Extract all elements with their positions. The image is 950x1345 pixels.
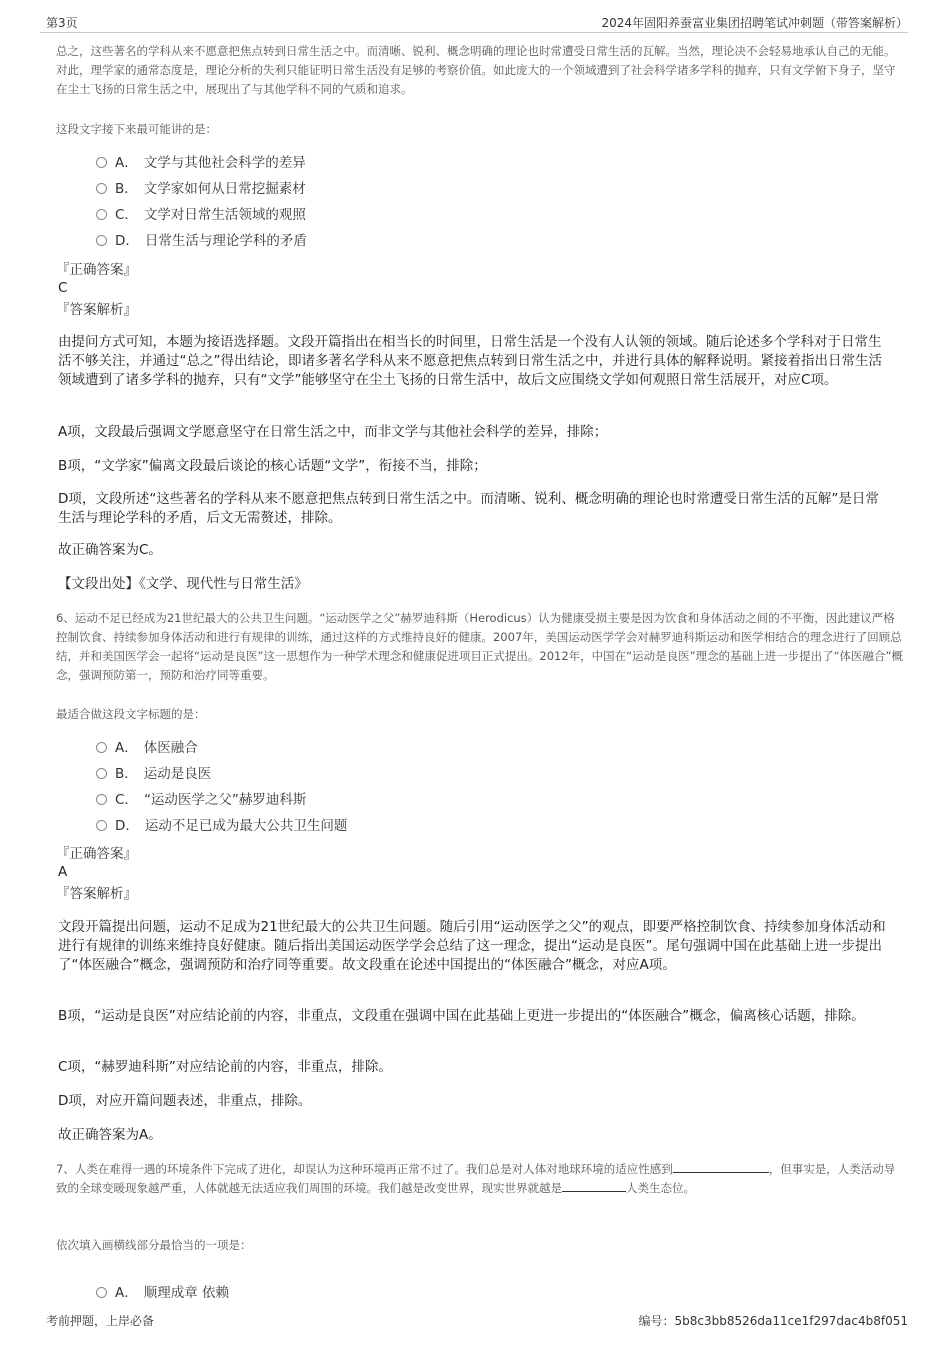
blank-2	[562, 1179, 626, 1192]
radio-icon[interactable]	[96, 235, 107, 246]
q5-conclusion: 故正确答案为C。	[58, 542, 162, 558]
radio-icon[interactable]	[96, 183, 107, 194]
q6-answer-label: 『正确答案』	[56, 846, 137, 862]
document-title: 2024年固阳养蚕富业集团招聘笔试冲刺题（带答案解析）	[601, 16, 908, 30]
q5-analysis-b: B项，“文学家”偏离文段最后谈论的核心话题“文学”，衔接不当，排除；	[58, 458, 487, 474]
q5-option-c[interactable]: C． 文学对日常生活领域的观照	[96, 205, 306, 225]
q7-stem: 依次填入画横线部分最恰当的一项是：	[56, 1238, 252, 1252]
q5-stem: 这段文字接下来最可能讲的是：	[56, 122, 217, 136]
q5-answer: C	[58, 280, 68, 296]
q5-analysis-d: D项，文段所述“这些著名的学科从来不愿意把焦点转到日常生活之中。而清晰、锐利、概念明确的理论也时常遭受日常生活的瓦解”是日常生活与理论学科的矛盾，后文无需赘述，排除。	[58, 491, 879, 526]
q6-analysis-main: 文段开篇提出问题，运动不足成为21世纪最大的公共卫生问题。随后引用“运动医学之父”的观点，即要严格控制饮食、持续参加身体活动和进行有规律的训练来维持良好健康。随后指出美国运动医学学会总结了这一理念，提出“运动是良医”。尾句强调中国在此基础上进一步提出了“体医融合”概念，强调预防和治疗同等重要。故文段重在论述中国提出的“体医融合”概念，对应A项。	[58, 919, 886, 973]
q5-analysis-label: 『答案解析』	[56, 302, 137, 318]
q6-option-b[interactable]: B． 运动是良医	[96, 764, 211, 784]
q6-analysis-b: B项，“运动是良医”对应结论前的内容，非重点，文段重在强调中国在此基础上更进一步提出的“体医融合”概念，偏离核心话题，排除。	[58, 1008, 865, 1024]
radio-icon[interactable]	[96, 209, 107, 220]
q6-analysis-c: C项，“赫罗迪科斯”对应结论前的内容，非重点，排除。	[58, 1059, 392, 1075]
q6-analysis-d: D项，对应开篇问题表述，非重点，排除。	[58, 1093, 312, 1109]
radio-icon[interactable]	[96, 768, 107, 779]
q6-option-c[interactable]: C． “运动医学之父”赫罗迪科斯	[96, 790, 306, 810]
q5-option-d[interactable]: D． 日常生活与理论学科的矛盾	[96, 231, 307, 251]
radio-icon[interactable]	[96, 1287, 107, 1298]
q5-option-a[interactable]: A． 文学与其他社会科学的差异	[96, 153, 306, 173]
radio-icon[interactable]	[96, 794, 107, 805]
radio-icon[interactable]	[96, 157, 107, 168]
q5-analysis-a: A项，文段最后强调文学愿意坚守在日常生活之中，而非文学与其他社会科学的差异，排除；	[58, 424, 608, 440]
radio-icon[interactable]	[96, 742, 107, 753]
q5-source: 【文段出处】《文学、现代性与日常生活》	[58, 576, 308, 592]
page-number: 第3页	[46, 16, 78, 30]
q5-answer-label: 『正确答案』	[56, 262, 137, 278]
document-code: 编号：5b8c3bb8526da11ce1f297dac4b8f051	[638, 1314, 908, 1328]
q6-passage: 6、运动不足已经成为21世纪最大的公共卫生问题。“运动医学之父”赫罗迪科斯（Herodicus）认为健康受损主要是因为饮食和身体活动之间的不平衡，因此建议严格控制饮食、持续参加身体活动和进行有规律的训练，通过这样的方式维持良好的健康。2007年，美国运动医学学会对赫罗迪科斯运动和医学相结合的理念进行了回顾总结，并和美国医学会一起将“运动是良医”这一思想作为一种学术理念和健康促进项目正式提出。2012年，中国在“运动是良医”理念的基础上进一步提出了“体医融合”概念，强调预防第一，预防和治疗同等重要。	[56, 611, 904, 682]
q6-stem: 最适合做这段文字标题的是：	[56, 707, 206, 721]
q7-passage: 7、人类在难得一遇的环境条件下完成了进化，却误认为这种环境再正常不过了。我们总是对人体对地球环境的适应性感到 ，但事实是，人类活动导致的全球变暖现象越严重，人体就越无法适应我们周围的环境。我们越是改变世界，现实世界就越是 人类生态位。	[56, 1162, 896, 1195]
q5-option-b[interactable]: B． 文学家如何从日常挖掘素材	[96, 179, 306, 199]
q7-option-a[interactable]: A． 顺理成章 依赖	[96, 1283, 229, 1303]
q6-option-a[interactable]: A． 体医融合	[96, 738, 198, 758]
q6-answer: A	[58, 864, 68, 880]
blank-1	[673, 1160, 769, 1173]
radio-icon[interactable]	[96, 820, 107, 831]
q5-analysis-main: 由提问方式可知，本题为接语选择题。文段开篇指出在相当长的时间里，日常生活是一个没有人认领的领域。随后论述多个学科对于日常生活不够关注，并通过“总之”得出结论，即诸多著名学科从来不愿意把焦点转到日常生活之中，并进行具体的解释说明。紧接着指出日常生活领域遭到了诸多学科的抛弃，只有“文学”能够坚守在尘土飞扬的日常生活中，故后文应围绕文学如何观照日常生活展开，对应C项。	[58, 334, 882, 388]
q6-option-d[interactable]: D． 运动不足已成为最大公共卫生问题	[96, 816, 347, 836]
q6-analysis-label: 『答案解析』	[56, 886, 137, 902]
q6-conclusion: 故正确答案为A。	[58, 1127, 162, 1143]
footer-slogan: 考前押题，上岸必备	[46, 1314, 155, 1328]
q5-passage: 总之，这些著名的学科从来不愿意把焦点转到日常生活之中。而清晰、锐利、概念明确的理论也时常遭受日常生活的瓦解。当然，理论决不会轻易地承认自己的无能。对此，理学家的通常态度是，理论分析的失利只能证明日常生活没有足够的考察价值。如此庞大的一个领域遭到了社会科学诸多学科的抛弃，只有文学俯下身子，坚守在尘土飞扬的日常生活之中，展现出了与其他学科不同的气质和追求。	[56, 44, 896, 96]
page-header	[40, 10, 908, 33]
